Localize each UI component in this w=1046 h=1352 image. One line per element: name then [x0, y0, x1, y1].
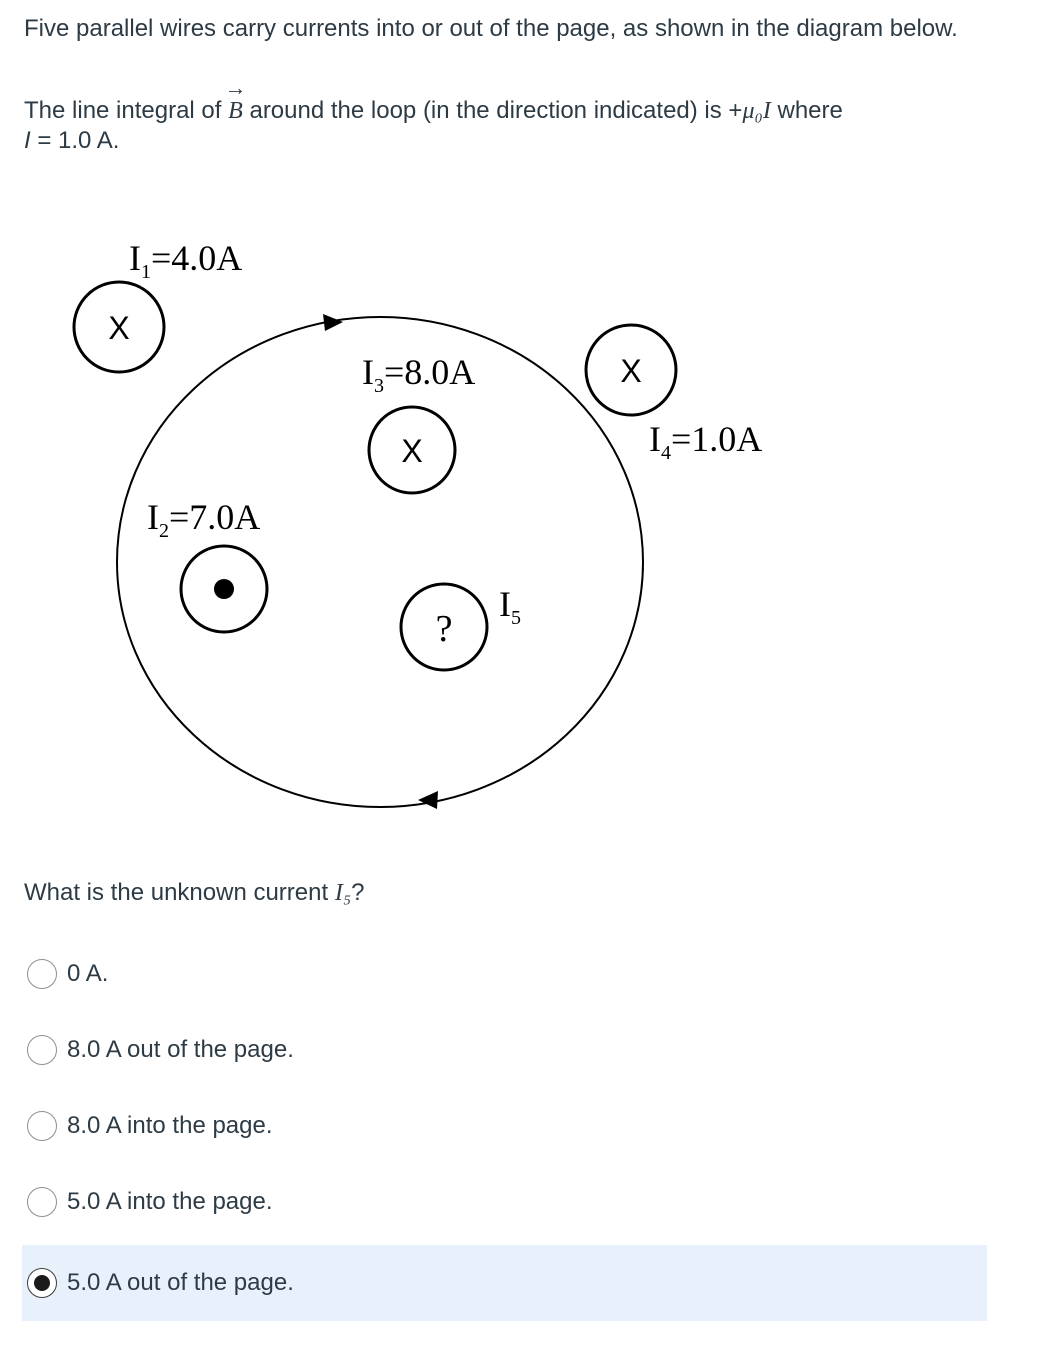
intro-line2-c: where: [770, 97, 843, 124]
current-value: = 1.0 A.: [30, 127, 120, 154]
wire-2-label: $I_2=7.0A$: [147, 497, 261, 542]
current-variable: I: [24, 127, 31, 154]
answer-option-label: 5.0 A out of the page.: [67, 1269, 294, 1296]
answer-option-0a[interactable]: [22, 936, 987, 1012]
question-prompt: [24, 878, 365, 908]
vector-arrow-icon: →: [224, 75, 247, 100]
answer-option-5a-out[interactable]: [22, 1245, 987, 1321]
loop-direction-arrow-top: [323, 314, 343, 331]
wire-3-label: $I_3=8.0A$: [362, 352, 476, 397]
b-symbol: B: [228, 98, 243, 124]
wire-3: [362, 352, 475, 493]
wire-2: [147, 497, 267, 632]
mu-expression: μ₀I: [742, 98, 771, 124]
wire-1: [74, 238, 242, 372]
intro-line2-a: The line integral of: [24, 97, 229, 124]
answer-option-label: 0 A.: [67, 960, 109, 987]
question-text: What is the unknown current: [24, 879, 335, 906]
wire-2-out-of-page-dot-icon: [214, 579, 234, 599]
wire-3-into-page-icon: X: [401, 433, 423, 469]
loop-direction-arrow-bottom: [418, 791, 438, 809]
radio-button-selected[interactable]: [27, 1268, 57, 1298]
wire-4: [586, 325, 762, 464]
answer-option-label: 8.0 A into the page.: [67, 1112, 273, 1139]
radio-button[interactable]: [27, 1035, 57, 1065]
wire-4-into-page-icon: X: [620, 353, 642, 389]
answer-option-8a-out[interactable]: [22, 1012, 987, 1088]
radio-button[interactable]: [27, 1111, 57, 1141]
intro-line2-b: around the loop (in the direction indicated) is +: [242, 97, 743, 124]
intro-line1: Five parallel wires carry currents into or out of the page, as shown in the diagram below.: [24, 15, 958, 42]
question-variable: I₅: [334, 880, 352, 906]
question-end: ?: [351, 879, 365, 906]
wire-5-unknown-icon: ?: [435, 608, 453, 650]
wire-5-label: $I_5$: [499, 584, 521, 629]
wire-1-label: $I_1=4.0A$: [129, 238, 243, 283]
answer-option-8a-into[interactable]: [22, 1088, 987, 1164]
wire-4-label: $I_4=1.0A$: [649, 419, 763, 464]
wire-5: [401, 584, 521, 670]
wire-1-into-page-icon: X: [108, 310, 130, 346]
radio-button[interactable]: [27, 959, 57, 989]
answer-option-label: 8.0 A out of the page.: [67, 1036, 294, 1063]
answer-option-5a-into[interactable]: [22, 1164, 987, 1240]
radio-button[interactable]: [27, 1187, 57, 1217]
answer-option-label: 5.0 A into the page.: [67, 1188, 273, 1215]
